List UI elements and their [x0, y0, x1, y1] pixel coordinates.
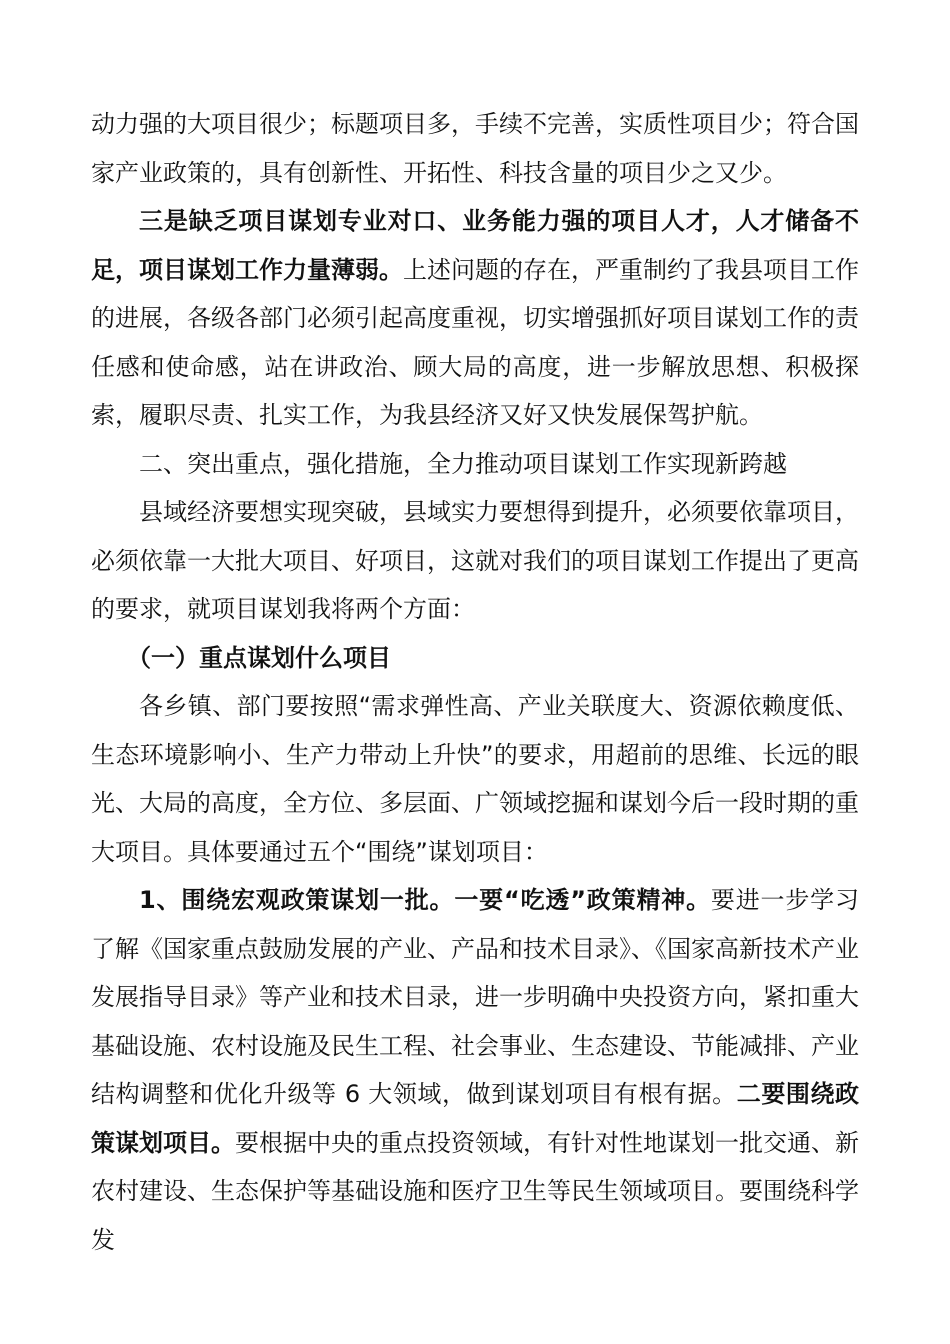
paragraph-7 [91, 876, 859, 1264]
paragraph-7-text-1: 要进一步学习了解《国家重点鼓励发展的产业、产品和技术目录》、《国家高新技术产业发展指导目录》等产业和技术目录，进一步明确中央投资方向，紧扣重大基础设施、农村设施及民生工程、社会事业、生态建设、节能减排、产业结构调整和优化升级等 6 大领域，做到谋划项目有根有据。 [91, 886, 860, 1108]
paragraph-1: 动力强的大项目很少；标题项目多，手续不完善，实质性项目少；符合国家产业政策的，具有创新性、开拓性、科技含量的项目少之又少。 [91, 110, 859, 187]
paragraph-2-text: 上述问题的存在，严重制约了我县项目工作的进展，各级各部门必须引起高度重视，切实增强抓好项目谋划工作的责任感和使命感，站在讲政治、顾大局的高度，进一步解放思想、积极探索，履职尽责、扎实工作，为我县经济又好又快发展保驾护航。 [91, 255, 859, 429]
paragraph-6: 各乡镇、部门要按照“需求弹性高、产业关联度大、资源依赖度低、生态环境影响小、生产力带动上升快”的要求，用超前的思维、长远的眼光、大局的高度，全方位、多层面、广领域挖掘和谋划今后一段时期的重大项目。具体要通过五个“围绕”谋划项目： [91, 692, 859, 866]
paragraph-7-bold-1: 1、围绕宏观政策谋划一批。一要“吃透”政策精神。 [139, 886, 711, 914]
document-page [91, 100, 859, 1264]
paragraph-7-bold-2: 二要围绕政策谋划项目。 [91, 1080, 860, 1157]
section-heading-2: 二、突出重点，强化措施，全力推动项目谋划工作实现新跨越 [139, 449, 787, 478]
paragraph-2-bold: 三是缺乏项目谋划专业对口、业务能力强的项目人才，人才储备不足，项目谋划工作力量薄弱。 [91, 207, 859, 284]
paragraph-7-text-2: 要根据中央的重点投资领域，有针对性地谋划一批交通、新农村建设、生态保护等基础设施和医疗卫生等民生领域项目。要围绕科学发 [91, 1128, 859, 1254]
sub-heading-1: （一）重点谋划什么项目 [127, 643, 391, 672]
paragraph-2 [91, 197, 859, 440]
paragraph-4: 县域经济要想实现突破，县域实力要想得到提升，必须要依靠项目，必须依靠一大批大项目、好项目，这就对我们的项目谋划工作提出了更高的要求，就项目谋划我将两个方面： [91, 498, 859, 623]
